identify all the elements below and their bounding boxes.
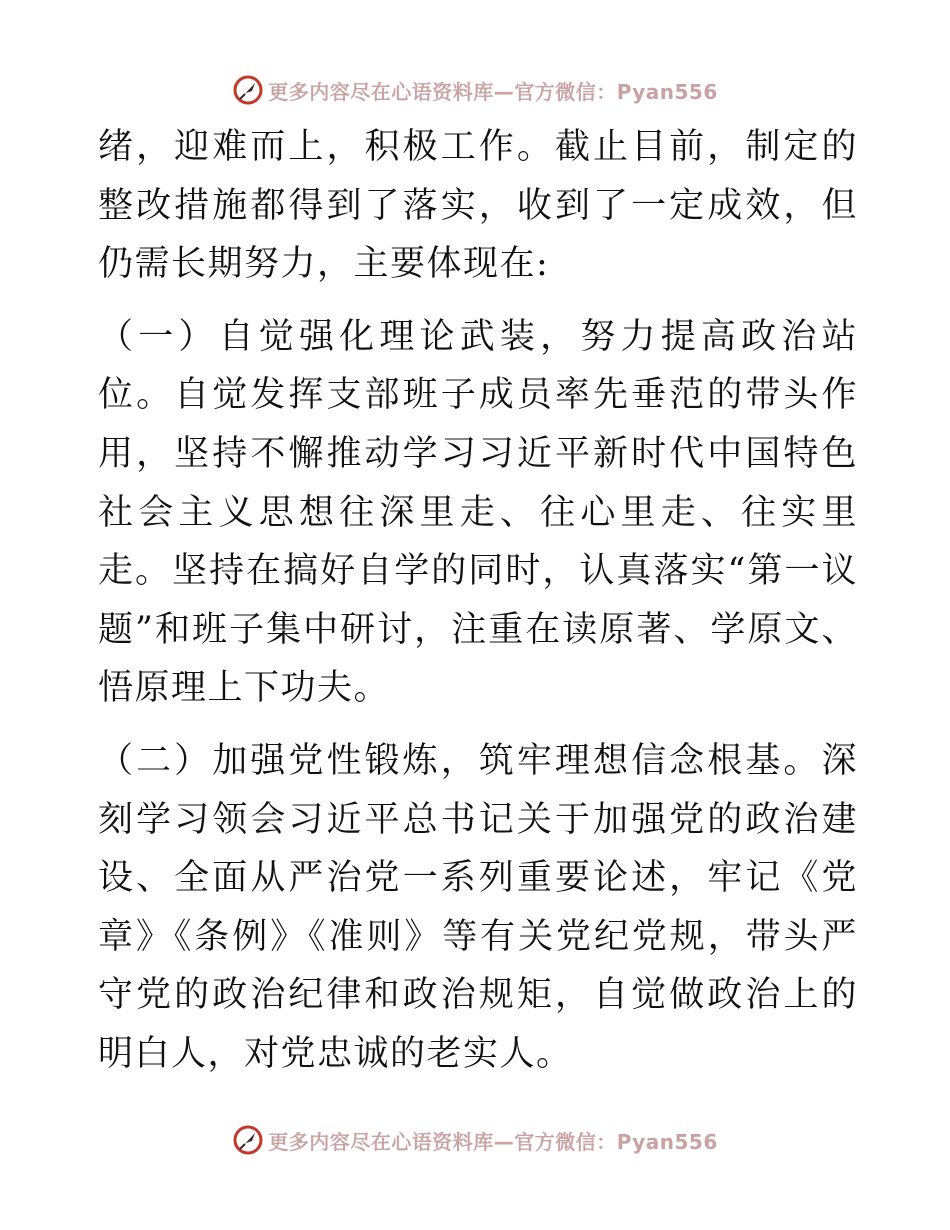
section-two-text: 深刻学习领会习近平总书记关于加强党的政治建设、全面从严治党一系列重要论述，牢记《党章》《条例》《准则》等有关党纪党规，带头严守党的政治纪律和政治规矩，自觉做政治上的明白人，对党忠诚的老实人。: [98, 740, 858, 1074]
feather-quill-logo-icon: [232, 74, 264, 106]
section-one: [98, 308, 858, 718]
section-one-heading: （一）自觉强化理论武装，努力提高政治站位。: [98, 316, 858, 416]
section-one-text: 自觉发挥支部班子成员率先垂范的带头作用，坚持不懈推动学习习近平新时代中国特色社会主义思想往深里走、往心里走、往实里走。坚持在搞好自学的同时，认真落实“第一议题”和班子集中研讨，注重在读原著、学原文、悟原理上下功夫。: [98, 375, 858, 709]
section-two: [98, 732, 858, 1084]
footer-banner: [0, 1120, 950, 1160]
paragraph-continuation: 绪，迎难而上，积极工作。截止目前，制定的整改措施都得到了落实，收到了一定成效，但仍需长期努力，主要体现在:: [98, 127, 858, 285]
header-banner-text: 更多内容尽在心语资料库—官方微信：Pyan556: [268, 79, 718, 104]
header-banner: [0, 70, 950, 110]
document-body: [98, 118, 858, 1084]
section-two-heading: （二）加强党性锻炼，筑牢理想信念根基。: [98, 740, 822, 781]
feather-quill-logo-icon: [232, 1124, 264, 1156]
footer-banner-text: 更多内容尽在心语资料库—官方微信：Pyan556: [268, 1129, 718, 1154]
